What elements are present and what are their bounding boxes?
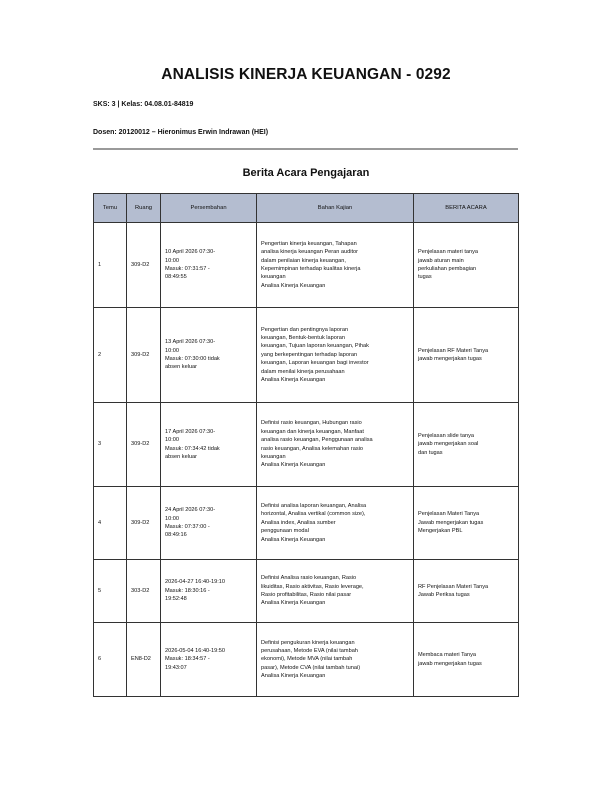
berita-text: Membaca materi Tanya jawab mengerjakan tugas bbox=[418, 652, 482, 667]
table-row bbox=[94, 487, 519, 560]
document-title: ANALISIS KINERJA KEUANGAN - 0292 bbox=[161, 66, 451, 83]
cell-ruang: 309-D2 bbox=[127, 308, 161, 403]
table-header-row bbox=[94, 194, 519, 223]
cell-bahan-kajian bbox=[257, 560, 414, 623]
table-row bbox=[94, 223, 519, 308]
persembahan-text: 10 April 2026 07:30- 10:00 Masuk: 07:31:57 - 08:49:55 bbox=[165, 249, 216, 281]
lecturer-info: Dosen: 20120012 – Hieronimus Erwin Indrawan (HEI) bbox=[93, 129, 269, 136]
berita-text: RF Penjelasan Materi Tanya Jawab Periksa tugas bbox=[418, 583, 489, 598]
cell-berita-acara bbox=[414, 560, 519, 623]
persembahan-text: 2026-04-27 16:40-19:10 Masuk: 18:30:16 - 19:52:48 bbox=[165, 579, 226, 603]
cell-bahan-kajian bbox=[257, 308, 414, 403]
cell-persembahan bbox=[161, 223, 257, 308]
header-temu: Temu bbox=[94, 194, 127, 223]
cell-persembahan bbox=[161, 308, 257, 403]
cell-persembahan bbox=[161, 403, 257, 487]
cell-persembahan bbox=[161, 623, 257, 697]
cell-ruang: 309-D2 bbox=[127, 403, 161, 487]
cell-temu: 3 bbox=[94, 403, 127, 487]
bahan-text: Definisi analisa laporan keuangan, Analisa horizontal, Analisa vertikal (common size), Analisa index, Analisa sumber penggunaan modal Analisa Kinerja Keuangan bbox=[261, 503, 367, 543]
cell-temu: 6 bbox=[94, 623, 127, 697]
bahan-text: Definisi Analisa rasio keuangan, Rasio likuiditas, Rasio aktivitas, Rasio leverage, Rasio profitabilitas, Rasio nilai pasar Analisa Kinerja Keuangan bbox=[261, 575, 364, 607]
cell-bahan-kajian bbox=[257, 403, 414, 487]
header-persembahan: Persembahan bbox=[161, 194, 257, 223]
header-ruang: Ruang bbox=[127, 194, 161, 223]
persembahan-text: 17 April 2026 07:30- 10:00 Masuk: 07:34:42 tidak absen keluar bbox=[165, 428, 220, 460]
table-row bbox=[94, 560, 519, 623]
cell-ruang: 309-D2 bbox=[127, 487, 161, 560]
cell-bahan-kajian bbox=[257, 223, 414, 308]
cell-temu: 1 bbox=[94, 223, 127, 308]
bahan-text: Definisi rasio keuangan, Hubungan rasio keuangan dan kinerja keuangan, Manfaat analisa rasio keuangan, Penggunaan analisa rasio keuangan, Analisa kelemahan rasio keuangan Analisa Kinerja Keuangan bbox=[261, 420, 373, 469]
cell-ruang: EN8-D2 bbox=[127, 623, 161, 697]
persembahan-text: 13 April 2026 07:30- 10:00 Masuk: 07:30:00 tidak absen keluar bbox=[165, 339, 220, 371]
cell-persembahan bbox=[161, 560, 257, 623]
cell-temu: 5 bbox=[94, 560, 127, 623]
cell-ruang: 303-D2 bbox=[127, 560, 161, 623]
cell-berita-acara bbox=[414, 623, 519, 697]
bahan-text: Definisi pengukuran kinerja keuangan perusahaan, Metode EVA (nilai tambah ekonomi), Metode MVA (nilai tambah pasar), Metode CVA (nilai tambah tunai) Analisa Kinerja Keuangan bbox=[261, 639, 361, 680]
table-row bbox=[94, 623, 519, 697]
cell-bahan-kajian bbox=[257, 623, 414, 697]
divider bbox=[93, 148, 518, 150]
cell-temu: 2 bbox=[94, 308, 127, 403]
section-title: Berita Acara Pengajaran bbox=[242, 167, 370, 179]
cell-berita-acara bbox=[414, 223, 519, 308]
cell-berita-acara bbox=[414, 308, 519, 403]
table-row bbox=[94, 308, 519, 403]
bahan-text: Pengertian kinerja keuangan, Tahapan analisa kinerja keuangan Peran auditor dalam penilaian kinerja keuangan, Kepemimpinan terhadap kualitas kinerja keuangan Analisa Kinerja Keuangan bbox=[261, 240, 361, 289]
persembahan-text: 2026-05-04 16:40-19:50 Masuk: 18:34:57 - 19:43:07 bbox=[165, 647, 226, 671]
cell-berita-acara bbox=[414, 487, 519, 560]
persembahan-text: 24 April 2026 07:30- 10:00 Masuk: 07:37:00 - 08:49:16 bbox=[165, 507, 216, 539]
course-info: SKS: 3 | Kelas: 04.08.01-84819 bbox=[93, 101, 194, 108]
cell-temu: 4 bbox=[94, 487, 127, 560]
cell-persembahan bbox=[161, 487, 257, 560]
cell-bahan-kajian bbox=[257, 487, 414, 560]
header-bahan-kajian: Bahan Kajian bbox=[257, 194, 414, 223]
cell-berita-acara bbox=[414, 403, 519, 487]
berita-text: Penjelasan materi tanya jawab aturan main perkuliahan pembagian tugas bbox=[418, 249, 479, 281]
cell-ruang: 309-D2 bbox=[127, 223, 161, 308]
header-berita-acara: BERITA ACARA bbox=[414, 194, 519, 223]
berita-acara-table bbox=[93, 193, 519, 697]
table-row bbox=[94, 403, 519, 487]
berita-text: Penjelasan RF Materi Tanya jawab mengerjakan tugas bbox=[418, 347, 489, 362]
berita-text: Penjelasan slide tanya jawab mengerjakan soal dan tugas bbox=[418, 432, 479, 456]
bahan-text: Pengertian dan pentingnya laporan keuangan, Bentuk-bentuk laporan keuangan, Tujuan laporan keuangan, Pihak yang berkepentingan terhadap laporan keuangan, Laporan keuangan bagi investor dalam menilai kinerja perusahaan Analisa Kinerja Keuangan bbox=[261, 326, 369, 383]
berita-text: Penjelasan Materi Tanya Jawab mengerjakan tugas Mengerjakan PBL bbox=[418, 511, 484, 535]
